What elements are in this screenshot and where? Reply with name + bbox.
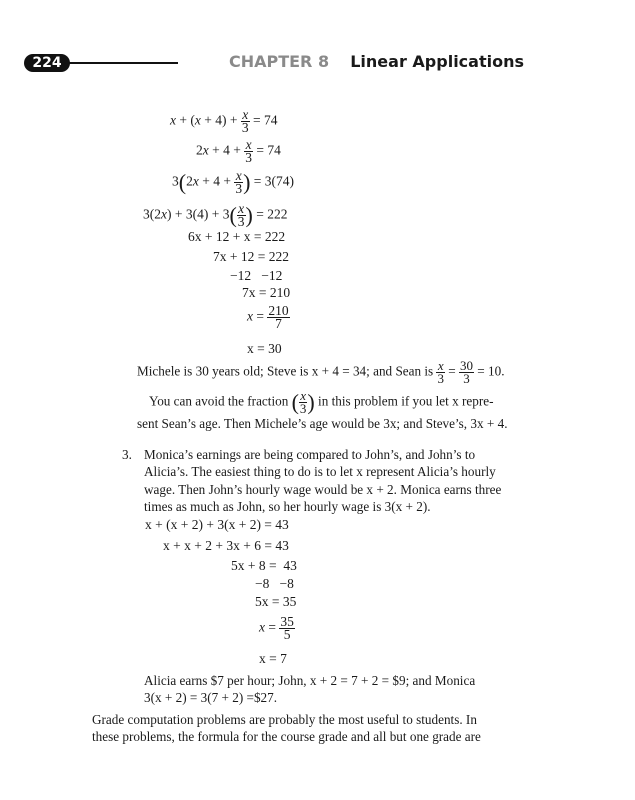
equation-line: x = 7 [259,651,287,666]
equation-line: −12 −12 [230,268,283,283]
equation-line: 7x + 12 = 222 [213,249,289,264]
equation-line: 3(2x + 4 + $\frac{x}{3}$ ) = 3(74) [172,168,294,196]
equation-line: 5x + 8 = 43 [231,558,297,573]
chapter-heading [229,52,524,71]
text-line: Alicia earns $7 per hour; John, x + 2 = 7 + 2 = $9; and Monica [144,673,476,688]
equation-line: 3(2x) + 3(4) + 3( $\frac{x}{3}$ ) = 222 [143,201,288,229]
equation-line: 7x = 210 [242,285,291,300]
text-line: 3(x + 2) = 3(7 + 2) =$27. [144,690,278,706]
text-line: Grade computation problems are probably the most useful to students. In [92,712,477,727]
text-line: these problems, the formula for the course grade and all but one grade are [92,729,481,745]
page-number-badge [24,54,70,72]
text-line: Monica’s earnings are being compared to John’s, and John’s to [144,447,476,462]
page-number: 224 [32,55,62,71]
header-rule [66,62,178,64]
equation-line: 6x + 12 + x = 222 [188,229,286,244]
paragraph-avoid-fraction: You can avoid the fraction ( $\frac{x}{3}$ ) in this problem if you let x repre- sent Sean’s age. Then Michele’s age would be 3x; and Steve’s, 3x + 4. [137,388,508,431]
chapter-label: CHAPTER 8 [228,52,330,71]
equation-line: x + (x + 4) + $\frac{x}{3}$ = 74 [170,107,278,135]
equation-line: x + (x + 2) + 3(x + 2) = 43 [145,517,289,532]
equation-line: x = $\frac{35}{5}$ [259,614,294,642]
equation-line: x = 30 [247,341,282,356]
equation-line: 5x = 35 [255,594,297,609]
equation-line: x = $\frac{210}{7}$ [247,303,289,331]
equation-line: 2x + 4 + $\frac{x}{3}$ = 74 [196,137,281,165]
equation-line: −8 −8 [255,576,294,591]
item-3-answer [144,672,524,707]
paragraph-sean-age: Michele is 30 years old; Steve is x + 4 = 34; and Sean is $\frac{x}{3}$ = $\frac{30}{3}$ = 10. [137,358,505,386]
chapter-title: Linear Applications [350,52,524,71]
text-line: times as much as John, so her hourly wage is 3(x + 2). [144,499,431,515]
text-line: Alicia’s. The easiest thing to do is to let x represent Alicia’s hourly [144,464,496,480]
item-number: 3. [122,447,132,462]
text-line: wage. Then John’s hourly wage would be x + 2. Monica earns three [144,481,502,497]
equation-line: x + x + 2 + 3x + 6 = 43 [163,538,289,553]
closing-paragraph [92,711,527,746]
item-3-paragraph [144,446,524,516]
